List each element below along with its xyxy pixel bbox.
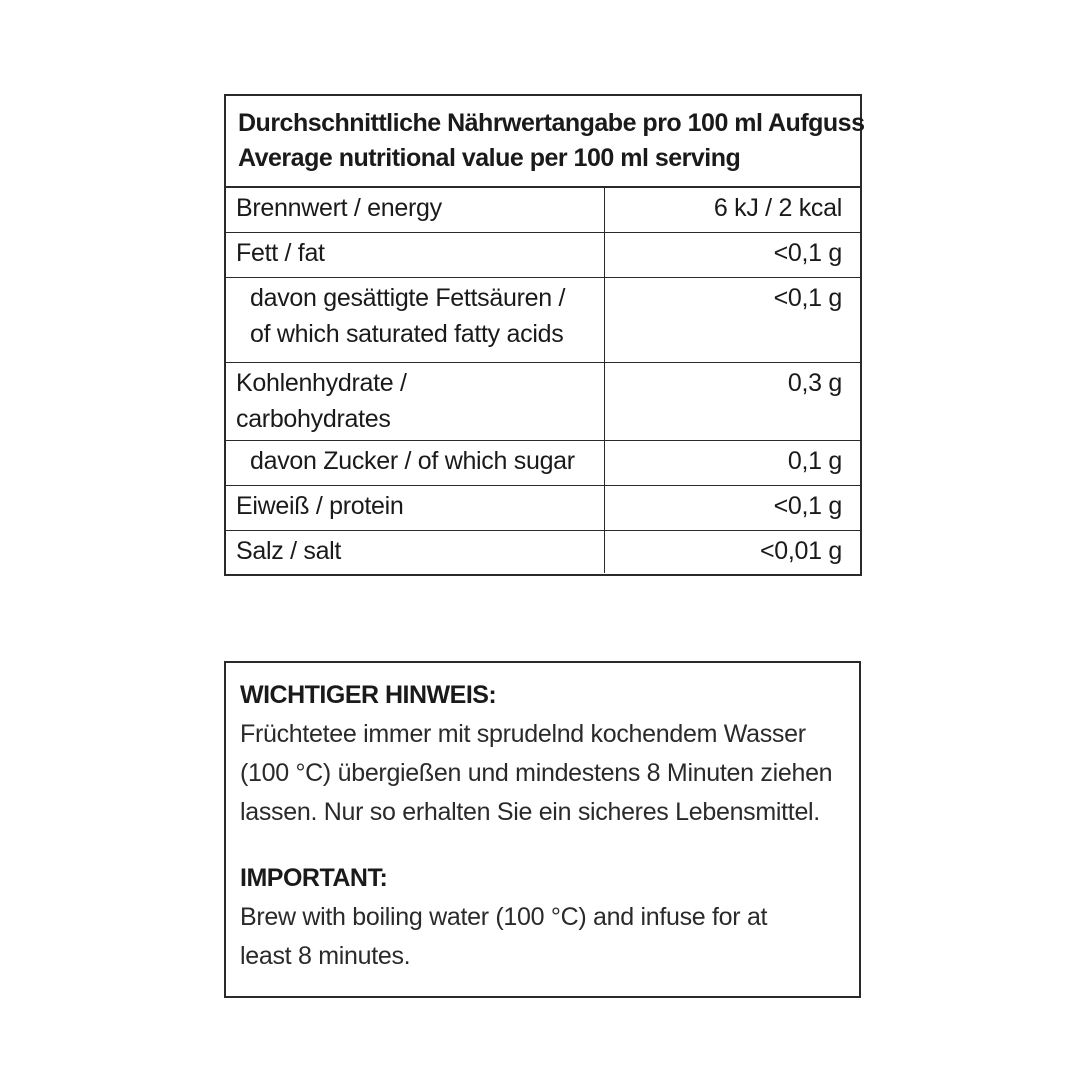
table-row-saturated-fat [226, 278, 860, 363]
important-notice-box [224, 661, 861, 998]
row-label [226, 278, 605, 362]
notice-heading-en: IMPORTANT: [240, 864, 388, 892]
notice-text-en-line: Brew with boiling water (100 °C) and infuse for at [240, 903, 768, 931]
notice-text-de-line: lassen. Nur so erhalten Sie ein sicheres Lebensmittel. [240, 798, 820, 826]
row-label-line: Salz / salt [236, 537, 342, 565]
row-value: 6 kJ / 2 kcal [713, 194, 842, 222]
nutrition-header-en: Average nutritional value per 100 ml serving [238, 144, 741, 172]
row-label [226, 486, 605, 530]
row-label-line: carbohydrates [236, 405, 391, 433]
row-label [226, 233, 605, 277]
row-label [226, 531, 605, 573]
row-value: 0,3 g [787, 369, 842, 397]
row-value: <0,1 g [773, 284, 842, 312]
row-label-line: davon gesättigte Fettsäuren / [250, 284, 566, 312]
row-value: <0,01 g [759, 537, 842, 565]
row-value: <0,1 g [773, 239, 842, 267]
row-label [226, 188, 605, 232]
row-label-line: of which saturated fatty acids [250, 320, 564, 348]
row-label-line: Brennwert / energy [236, 194, 442, 222]
table-row-salt [226, 531, 860, 573]
row-label-line: Kohlenhydrate / [236, 369, 407, 397]
table-row-carbohydrates [226, 363, 860, 441]
row-label [226, 441, 605, 485]
table-row-energy [226, 188, 860, 233]
nutrition-table-header [226, 96, 865, 188]
row-value: 0,1 g [787, 447, 842, 475]
row-value: <0,1 g [773, 492, 842, 520]
table-row-fat [226, 233, 860, 278]
row-label-line: davon Zucker / of which sugar [250, 447, 575, 475]
notice-heading-de: WICHTIGER HINWEIS: [240, 681, 497, 709]
notice-text-de-line: Früchtetee immer mit sprudelnd kochendem Wasser [240, 720, 806, 748]
table-row-sugar [226, 441, 860, 486]
notice-text-de-line: (100 °C) übergießen und mindestens 8 Minuten ziehen [240, 759, 833, 787]
notice-text-en-line: least 8 minutes. [240, 942, 411, 970]
row-label-line: Eiweiß / protein [236, 492, 404, 520]
nutrition-table [224, 94, 865, 576]
row-label [226, 363, 605, 440]
nutrition-header-de: Durchschnittliche Nährwertangabe pro 100 ml Aufguss [238, 109, 865, 137]
row-label-line: Fett / fat [236, 239, 325, 267]
table-row-protein [226, 486, 860, 531]
